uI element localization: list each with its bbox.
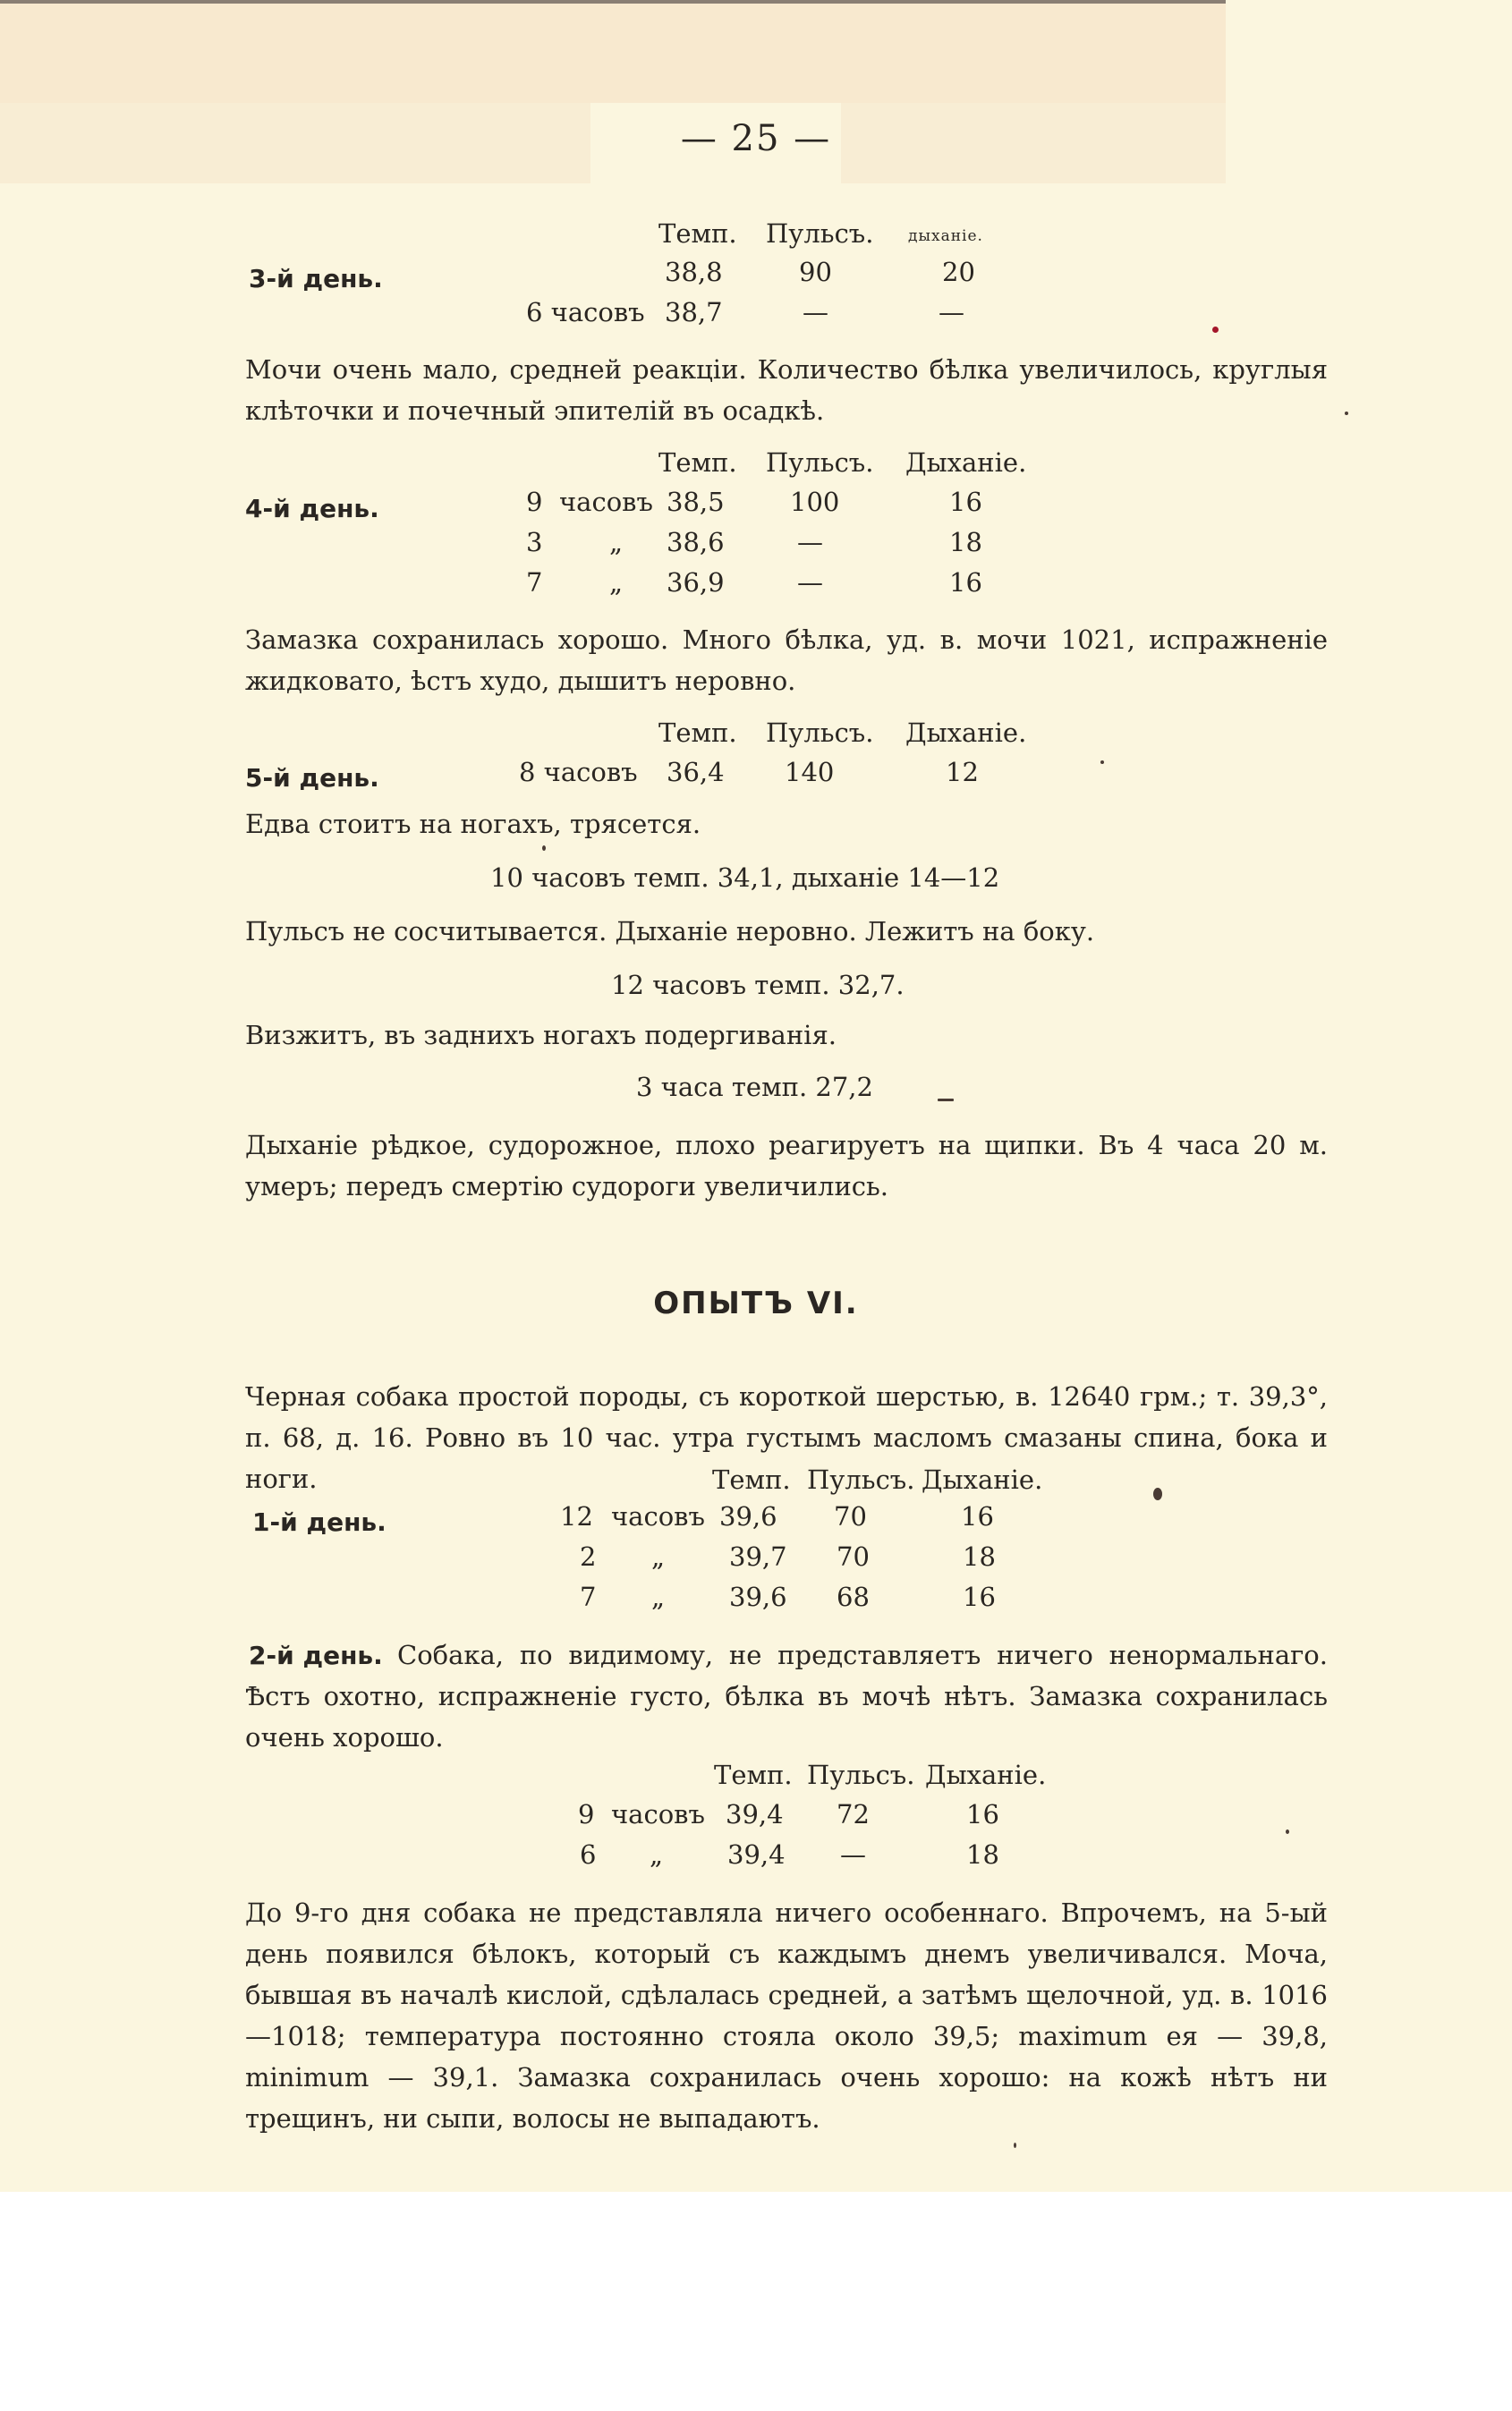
day3-row2-breath: — xyxy=(939,297,964,327)
day4-row2-unit: „ xyxy=(609,527,624,557)
exp-day1-row3-breath: 16 xyxy=(963,1582,996,1612)
exp-day1-label: 1-й день. xyxy=(252,1507,386,1537)
header-breath: дыханiе. xyxy=(908,227,983,245)
exp-day2-row2-breath: 18 xyxy=(966,1839,999,1870)
day5-line3: Пульсъ не сосчитывается. Дыханiе неровно. Лежитъ на боку. xyxy=(245,916,1095,947)
day4-note: Замазка сохранилась хорошо. Много бѣлка, уд. в. мочи 1021, испражненiе жидковато, ѣстъ худо, дышитъ неровно. xyxy=(245,624,1328,696)
day3-row2-temp: 38,7 xyxy=(665,297,723,327)
exp-day1-row3-pulse: 68 xyxy=(837,1582,870,1612)
header-temp: Темп. xyxy=(658,717,737,748)
exp-day1-row2-temp: 39,7 xyxy=(729,1541,787,1572)
day5-line4: 12 часовъ темп. 32,7. xyxy=(611,970,905,1000)
day4-row2-breath: 18 xyxy=(949,527,982,557)
header-pulse: Пульсъ. xyxy=(766,218,874,249)
exp-day2-row1-hour: 9 xyxy=(578,1799,595,1829)
exp-day2-row2-temp: 39,4 xyxy=(727,1839,786,1870)
day4-row1-hour: 9 xyxy=(526,487,543,517)
header-pulse: Пульсъ. xyxy=(807,1760,915,1790)
experiment-intro: Черная собака простой породы, съ короткой шерстью, в. 12640 грм.; т. 39,3°, п. 68, д. 16. Ровно въ 10 час. утра густымъ масломъ смазаны спина, бока и ноги. xyxy=(245,1381,1328,1494)
header-temp: Темп. xyxy=(714,1760,793,1790)
exp-day2-row2-unit: „ xyxy=(650,1839,664,1870)
day4-row1-breath: 16 xyxy=(949,487,982,517)
header-breath: Дыханiе. xyxy=(925,1760,1047,1790)
paper-top-margin xyxy=(0,0,1226,103)
ink-speck xyxy=(1100,760,1104,764)
day4-row3-breath: 16 xyxy=(949,567,982,598)
day4-row2-temp: 38,6 xyxy=(667,527,725,557)
header-pulse: Пульсъ. xyxy=(766,717,874,748)
day5-line6: 3 часа темп. 27,2 xyxy=(636,1072,873,1102)
day5-row-temp: 36,4 xyxy=(667,757,725,787)
header-temp: Темп. xyxy=(712,1464,791,1495)
day4-row1-unit: часовъ xyxy=(559,487,653,517)
paper-top-edge xyxy=(0,0,1226,4)
ink-speck xyxy=(542,845,546,851)
day5-line1: Едва стоитъ на ногахъ, трясется. xyxy=(245,809,701,839)
day4-row3-pulse: — xyxy=(797,567,823,598)
header-breath: Дыханiе. xyxy=(922,1464,1043,1495)
day3-row2-time: 6 часовъ xyxy=(526,297,645,327)
day3-row1-temp: 38,8 xyxy=(665,257,723,287)
header-pulse: Пульсъ. xyxy=(766,447,874,478)
day4-row3-unit: „ xyxy=(609,567,624,598)
exp-day2-label: 2-й день. xyxy=(249,1641,383,1670)
day5-row-pulse: 140 xyxy=(785,757,835,787)
day4-row2-hour: 3 xyxy=(526,527,543,557)
exp-day2-row1-breath: 16 xyxy=(966,1799,999,1829)
day4-row2-pulse: — xyxy=(797,527,823,557)
day3-row2-pulse: — xyxy=(803,297,828,327)
day4-label: 4-й день. xyxy=(245,494,379,523)
experiment-heading: ОПЫТЪ VI. xyxy=(653,1286,859,1321)
exp-day1-row2-pulse: 70 xyxy=(837,1541,870,1572)
day4-row3-temp: 36,9 xyxy=(667,567,725,598)
exp-day1-row2-unit: „ xyxy=(651,1541,666,1572)
exp-day2-row1-temp: 39,4 xyxy=(726,1799,784,1829)
exp-day1-row2-breath: 18 xyxy=(963,1541,996,1572)
exp-day1-row1-breath: 16 xyxy=(961,1501,994,1532)
header-breath: Дыханiе. xyxy=(905,717,1027,748)
day5-line2: 10 часовъ темп. 34,1, дыханiе 14—12 xyxy=(490,862,1000,893)
header-pulse: Пульсъ. xyxy=(807,1464,915,1495)
day3-note: Мочи очень мало, средней реакцiи. Количество бѣлка увеличилось, круглыя клѣточки и почечный эпителiй въ осадкѣ. xyxy=(245,354,1328,426)
day5-label: 5-й день. xyxy=(245,763,379,793)
exp-day1-row1-hour: 12 xyxy=(560,1501,593,1532)
day3-row1-breath: 20 xyxy=(942,257,975,287)
exp-day1-row1-unit: часовъ xyxy=(611,1501,705,1532)
header-temp: Темп. xyxy=(658,447,737,478)
exp-day2-row2-hour: 6 xyxy=(580,1839,597,1870)
exp-day1-row1-pulse: 70 xyxy=(834,1501,867,1532)
day4-row1-temp: 38,5 xyxy=(667,487,725,517)
page-number: — 25 — xyxy=(680,118,832,159)
day3-label: 3-й день. xyxy=(249,264,383,293)
exp-day2-row1-pulse: 72 xyxy=(837,1799,870,1829)
header-temp: Темп. xyxy=(658,218,737,249)
exp-day1-row3-temp: 39,6 xyxy=(729,1582,787,1612)
header-breath: Дыханiе. xyxy=(905,447,1027,478)
exp-day1-row1-temp: 39,6 xyxy=(719,1501,777,1532)
ink-speck xyxy=(1286,1829,1289,1834)
ink-speck xyxy=(1212,327,1219,333)
day5-line5: Визжитъ, въ заднихъ ногахъ подергиванiя. xyxy=(245,1020,837,1050)
ink-speck xyxy=(1345,412,1348,415)
ink-speck xyxy=(1014,2143,1016,2148)
exp-day1-row3-hour: 7 xyxy=(580,1582,597,1612)
day5-row-time: 8 часовъ xyxy=(519,757,638,787)
day4-row3-hour: 7 xyxy=(526,567,543,598)
day5-row-breath: 12 xyxy=(946,757,979,787)
exp-day2-row1-unit: часовъ xyxy=(611,1799,705,1829)
exp-day1-row2-hour: 2 xyxy=(580,1541,597,1572)
exp-day2-row2-pulse: — xyxy=(840,1839,866,1870)
ink-speck xyxy=(938,1099,954,1101)
day4-row1-pulse: 100 xyxy=(790,487,840,517)
day5-final-note: Дыханiе рѣдкое, судорожное, плохо реагируетъ на щипки. Въ 4 часа 20 м. умеръ; передъ смертiю судороги увеличились. xyxy=(245,1130,1328,1201)
experiment-conclusion: До 9-го дня собака не представляла ничего особеннаго. Впрочемъ, на 5-ый день появился бѣлокъ, который съ каждымъ днемъ увеличивался. Моча, бывшая въ началѣ кислой, сдѣлалась средней, а затѣмъ щелочной, уд. в. 1016—1018; температура постоянно стояла около 39,5; maximum ея — 39,8, minimum — 39,1. Замазка сохранилась очень хорошо: на кожѣ нѣтъ ни трещинъ, ни сыпи, волосы не выпадаютъ. xyxy=(245,1897,1328,2134)
exp-day2-note: Собака, по видимому, не представляетъ ничего ненормальнаго. Ѣстъ охотно, испражненiе густо, бѣлка въ мочѣ нѣтъ. Замазка сохранилась очень хорошо. xyxy=(245,1640,1328,1753)
exp-day1-row3-unit: „ xyxy=(651,1582,666,1612)
day3-row1-pulse: 90 xyxy=(799,257,832,287)
